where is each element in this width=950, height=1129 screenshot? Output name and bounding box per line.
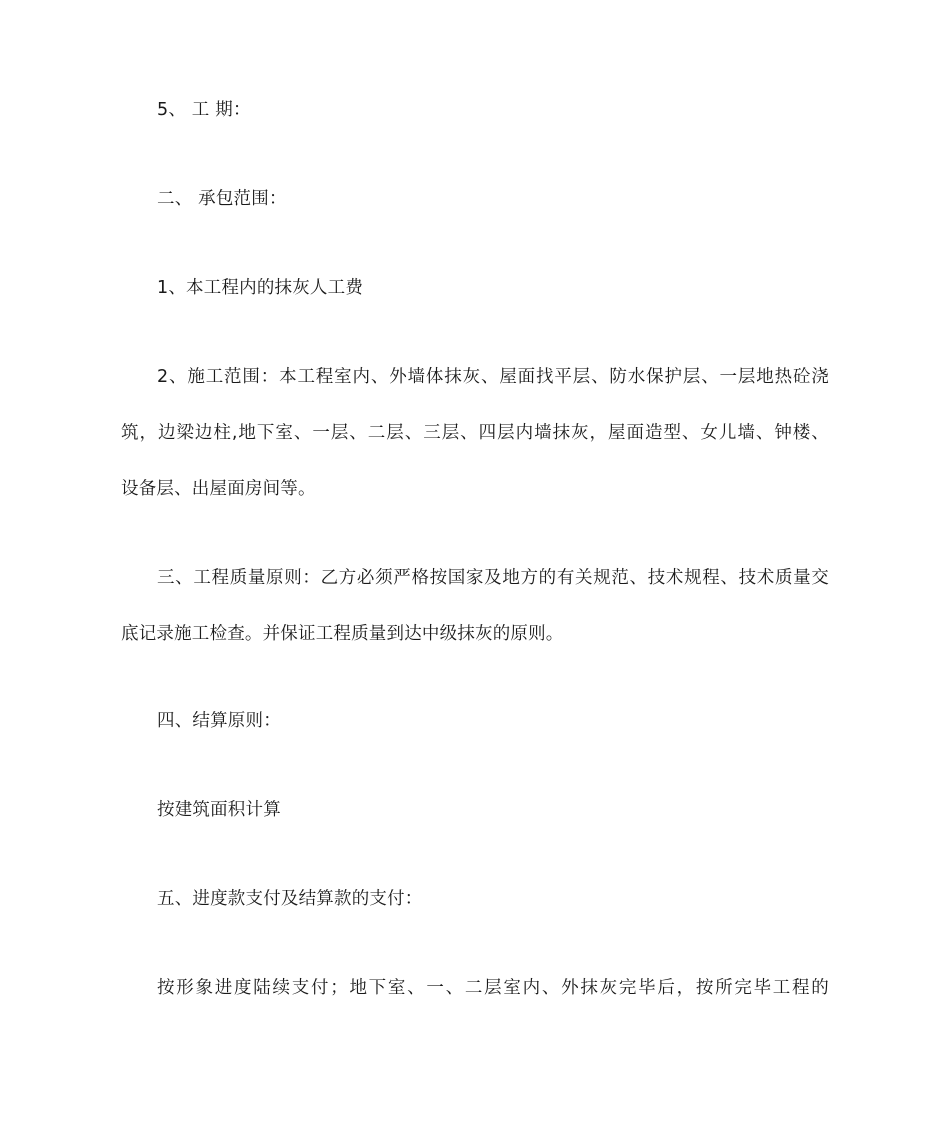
- settlement-principle-text: 按建筑面积计算: [157, 800, 281, 820]
- scope-item-2-line-1: 2、施工范围：本工程室内、外墙体抹灰、屋面找平层、防水保护层、一层地热砼浇: [157, 367, 829, 387]
- scope-item-2-line-3: 设备层、出屋面房间等。: [121, 479, 316, 499]
- payment-text-line-1: 按形象进度陆续支付；地下室、一、二层室内、外抹灰完毕后，按所完毕工程的: [157, 978, 829, 998]
- section-quality-principle-line-2: 底记录施工检查。并保证工程质量到达中级抹灰的原则。: [121, 624, 564, 644]
- scope-item-1: 1、本工程内的抹灰人工费: [157, 278, 364, 298]
- section-payment-heading: 五、进度款支付及结算款的支付：: [157, 889, 423, 909]
- scope-item-2-line-2: 筑，边梁边柱,地下室、一层、二层、三层、四层内墙抹灰，屋面造型、女儿墙、钟楼、: [121, 423, 829, 443]
- section-settlement-principle-heading: 四、结算原则：: [157, 711, 281, 731]
- section-construction-period: 5、 工 期：: [157, 100, 251, 120]
- section-contract-scope-heading: 二、 承包范围：: [157, 189, 287, 209]
- section-quality-principle-line-1: 三、工程质量原则：乙方必须严格按国家及地方的有关规范、技术规程、技术质量交: [157, 568, 829, 588]
